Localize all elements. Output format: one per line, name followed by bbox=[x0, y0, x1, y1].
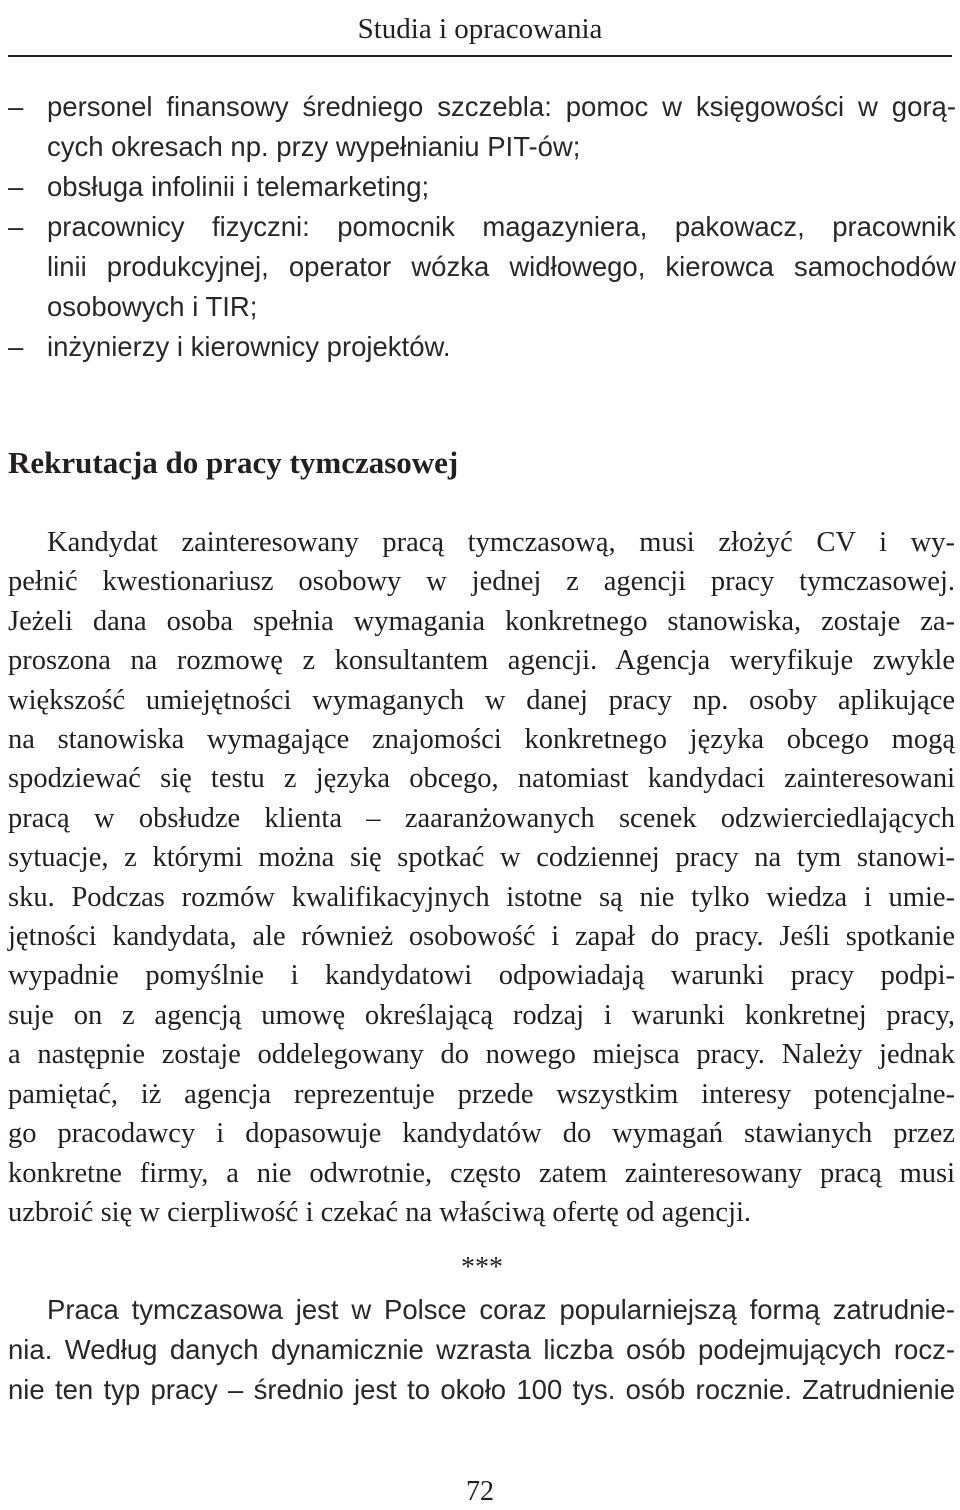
list-item bbox=[8, 87, 956, 167]
paragraph-line: pełnić kwestionariusz osobowy w jednej z agencji pracy tymczasowej. bbox=[8, 566, 955, 598]
paragraph-line: spodziewać się testu z języka obcego, natomiast kandydaci zainteresowani bbox=[8, 763, 955, 795]
paragraph-line: większość umiejętności wymaganych w danej pracy np. osoby aplikujące bbox=[8, 684, 955, 716]
header-rule bbox=[8, 55, 952, 57]
section-separator bbox=[0, 1248, 960, 1288]
list-item-line: personel finansowy średniego szczebla: pomoc w księgowości w gorą- bbox=[47, 91, 956, 122]
paragraph-line: sytuacje, z którymi można się spotkać w codziennej pracy na tym stanowi- bbox=[8, 842, 955, 874]
list-item-line: cych okresach np. przy wypełnianiu PIT-ów; bbox=[47, 131, 581, 162]
paragraph-line: uzbroić się w cierpliwość i czekać na właściwą ofertę od agencji. bbox=[8, 1196, 752, 1228]
paragraph-line: proszona na rozmowę z konsultantem agencji. Agencja weryfikuje zwykle bbox=[8, 645, 955, 677]
list-item-line: obsługa infolinii i telemarketing; bbox=[47, 171, 430, 202]
paragraph-line: Kandydat zainteresowany pracą tymczasową, musi złożyć CV i wy- bbox=[47, 527, 955, 558]
separator-asterisks: *** bbox=[461, 1252, 503, 1283]
list-item-line: inżynierzy i kierownicy projektów. bbox=[47, 331, 451, 362]
list-item-line: linii produkcyjnej, operator wózka widłowego, kierowca samochodów bbox=[47, 251, 956, 282]
paragraph-line: go pracodawcy i dopasowuje kandydatów do wymagań stawianych przez bbox=[8, 1118, 955, 1150]
list-dash: – bbox=[8, 91, 24, 122]
page-number: 72 bbox=[466, 1476, 494, 1507]
paragraph-line: na stanowiska wymagające znajomości konkretnego języka obcego mogą bbox=[8, 724, 955, 756]
section-paragraph bbox=[8, 523, 955, 1232]
running-header-title: Studia i opracowania bbox=[357, 13, 603, 45]
paragraph-line: nia. Według danych dynamicznie wzrasta liczba osób podejmujących rocz- bbox=[8, 1334, 955, 1365]
paragraph-line: wypadnie pomyślnie i kandydatowi odpowiadają warunki pracy podpi- bbox=[8, 960, 955, 992]
paragraph-line: suje on z agencją umowę określającą rodzaj i warunki konkretnej pracy, bbox=[8, 999, 955, 1031]
paragraph-line: pracą w obsłudze klienta – zaaranżowanych scenek odzwierciedlających bbox=[8, 802, 955, 834]
closing-paragraph bbox=[8, 1290, 955, 1410]
list-item bbox=[8, 167, 956, 207]
paragraph-line: pamiętać, iż agencja reprezentuje przede wszystkim interesy potencjalne- bbox=[8, 1078, 955, 1110]
paragraph-line: a następnie zostaje oddelegowany do nowego miejsca pracy. Należy jednak bbox=[8, 1039, 955, 1071]
paragraph-line: konkretne firmy, a nie odwrotnie, często zatem zainteresowany pracą musi bbox=[8, 1157, 955, 1189]
section-heading: Rekrutacja do pracy tymczasowej bbox=[8, 445, 459, 480]
paragraph-line: jętności kandydata, ale również osobowość i zapał do pracy. Jeśli spotkanie bbox=[8, 921, 955, 953]
paragraph-line: Praca tymczasowa jest w Polsce coraz popularniejszą formą zatrudnie- bbox=[47, 1294, 955, 1325]
list-dash: – bbox=[8, 331, 24, 362]
paragraph-line: Jeżeli dana osoba spełnia wymagania konkretnego stanowiska, zostaje za- bbox=[8, 605, 955, 637]
list-dash: – bbox=[8, 171, 24, 202]
running-header bbox=[0, 10, 960, 48]
bullet-list bbox=[8, 87, 956, 367]
paragraph-line: sku. Podczas rozmów kwalifikacyjnych istotne są nie tylko wiedza i umie- bbox=[8, 881, 955, 913]
list-dash: – bbox=[8, 211, 24, 242]
list-item-line: pracownicy fizyczni: pomocnik magazyniera, pakowacz, pracownik bbox=[47, 211, 956, 242]
list-item bbox=[8, 327, 956, 367]
paragraph-line: nie ten typ pracy – średnio jest to około 100 tys. osób rocznie. Zatrudnienie bbox=[8, 1374, 955, 1405]
list-item bbox=[8, 207, 956, 327]
list-item-line: osobowych i TIR; bbox=[47, 291, 258, 322]
